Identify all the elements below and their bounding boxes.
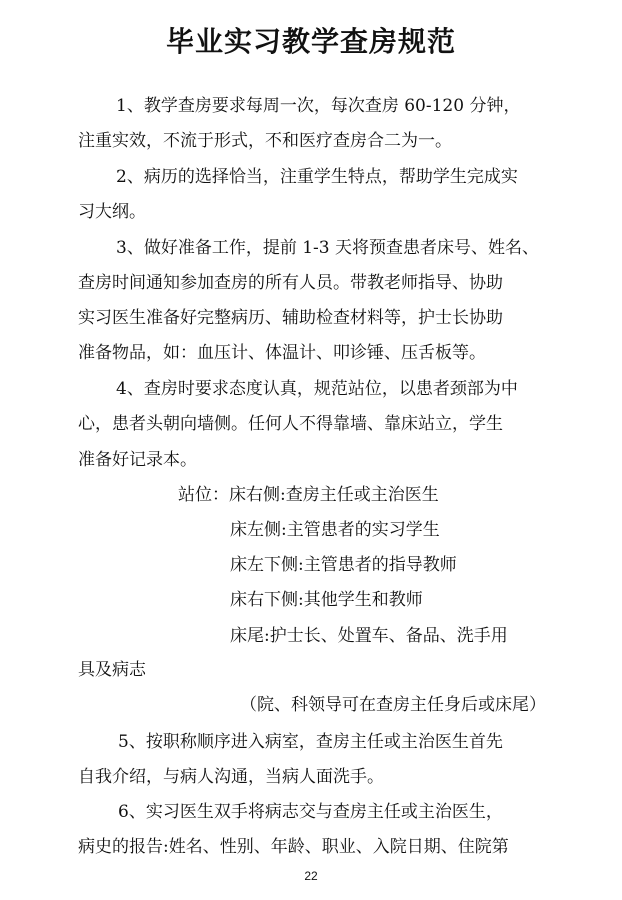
- paragraph-4-line-2: 心，患者头朝向墙侧。任何人不得靠墙、靠床站立，学生: [78, 414, 503, 434]
- paragraph-1-line-1: 1、教学查房要求每周一次，每次查房 60-120 分钟，: [116, 96, 521, 116]
- paragraph-2-line-1: 2、病历的选择恰当，注重学生特点，帮助学生完成实: [116, 167, 518, 187]
- position-note: （院、科领导可在查房主任身后或床尾）: [240, 695, 546, 715]
- paragraph-3-line-3: 实习医生准备好完整病历、辅助检查材料等，护士长协助: [78, 308, 503, 328]
- paragraph-4-line-1: 4、查房时要求态度认真，规范站位，以患者颈部为中: [116, 379, 518, 399]
- paragraph-3-line-1: 3、做好准备工作，提前 1-3 天将预查患者床号、姓名、: [116, 238, 539, 258]
- position-line-1: 站位：床右侧:查房主任或主治医生: [178, 485, 439, 505]
- paragraph-1-line-2: 注重实效，不流于形式，不和医疗查房合二为一。: [78, 131, 452, 151]
- paragraph-6-line-2: 病史的报告:姓名、性别、年龄、职业、入院日期、住院第: [78, 837, 509, 857]
- position-line-2: 床左侧:主管患者的实习学生: [230, 520, 440, 540]
- paragraph-5-line-2: 自我介绍，与病人沟通，当病人面洗手。: [78, 767, 384, 787]
- position-line-6: 具及病志: [78, 660, 146, 680]
- position-line-3: 床左下侧:主管患者的指导教师: [230, 555, 457, 575]
- paragraph-3-line-2: 查房时间通知参加查房的所有人员。带教老师指导、协助: [78, 273, 503, 293]
- paragraph-2-line-2: 习大纲。: [78, 202, 146, 222]
- page-number: 22: [304, 869, 318, 883]
- position-line-4: 床右下侧:其他学生和教师: [230, 590, 423, 610]
- paragraph-4-line-3: 准备好记录本。: [78, 450, 197, 470]
- paragraph-3-line-4: 准备物品，如：血压计、体温计、叩诊锤、压舌板等。: [78, 343, 486, 363]
- position-line-5: 床尾:护士长、处置车、备品、洗手用: [230, 626, 508, 646]
- paragraph-5-line-1: 5、按职称顺序进入病室，查房主任或主治医生首先: [118, 732, 503, 752]
- page-title: 毕业实习教学查房规范: [165, 25, 456, 58]
- paragraph-6-line-1: 6、实习医生双手将病志交与查房主任或主治医生，: [118, 802, 503, 822]
